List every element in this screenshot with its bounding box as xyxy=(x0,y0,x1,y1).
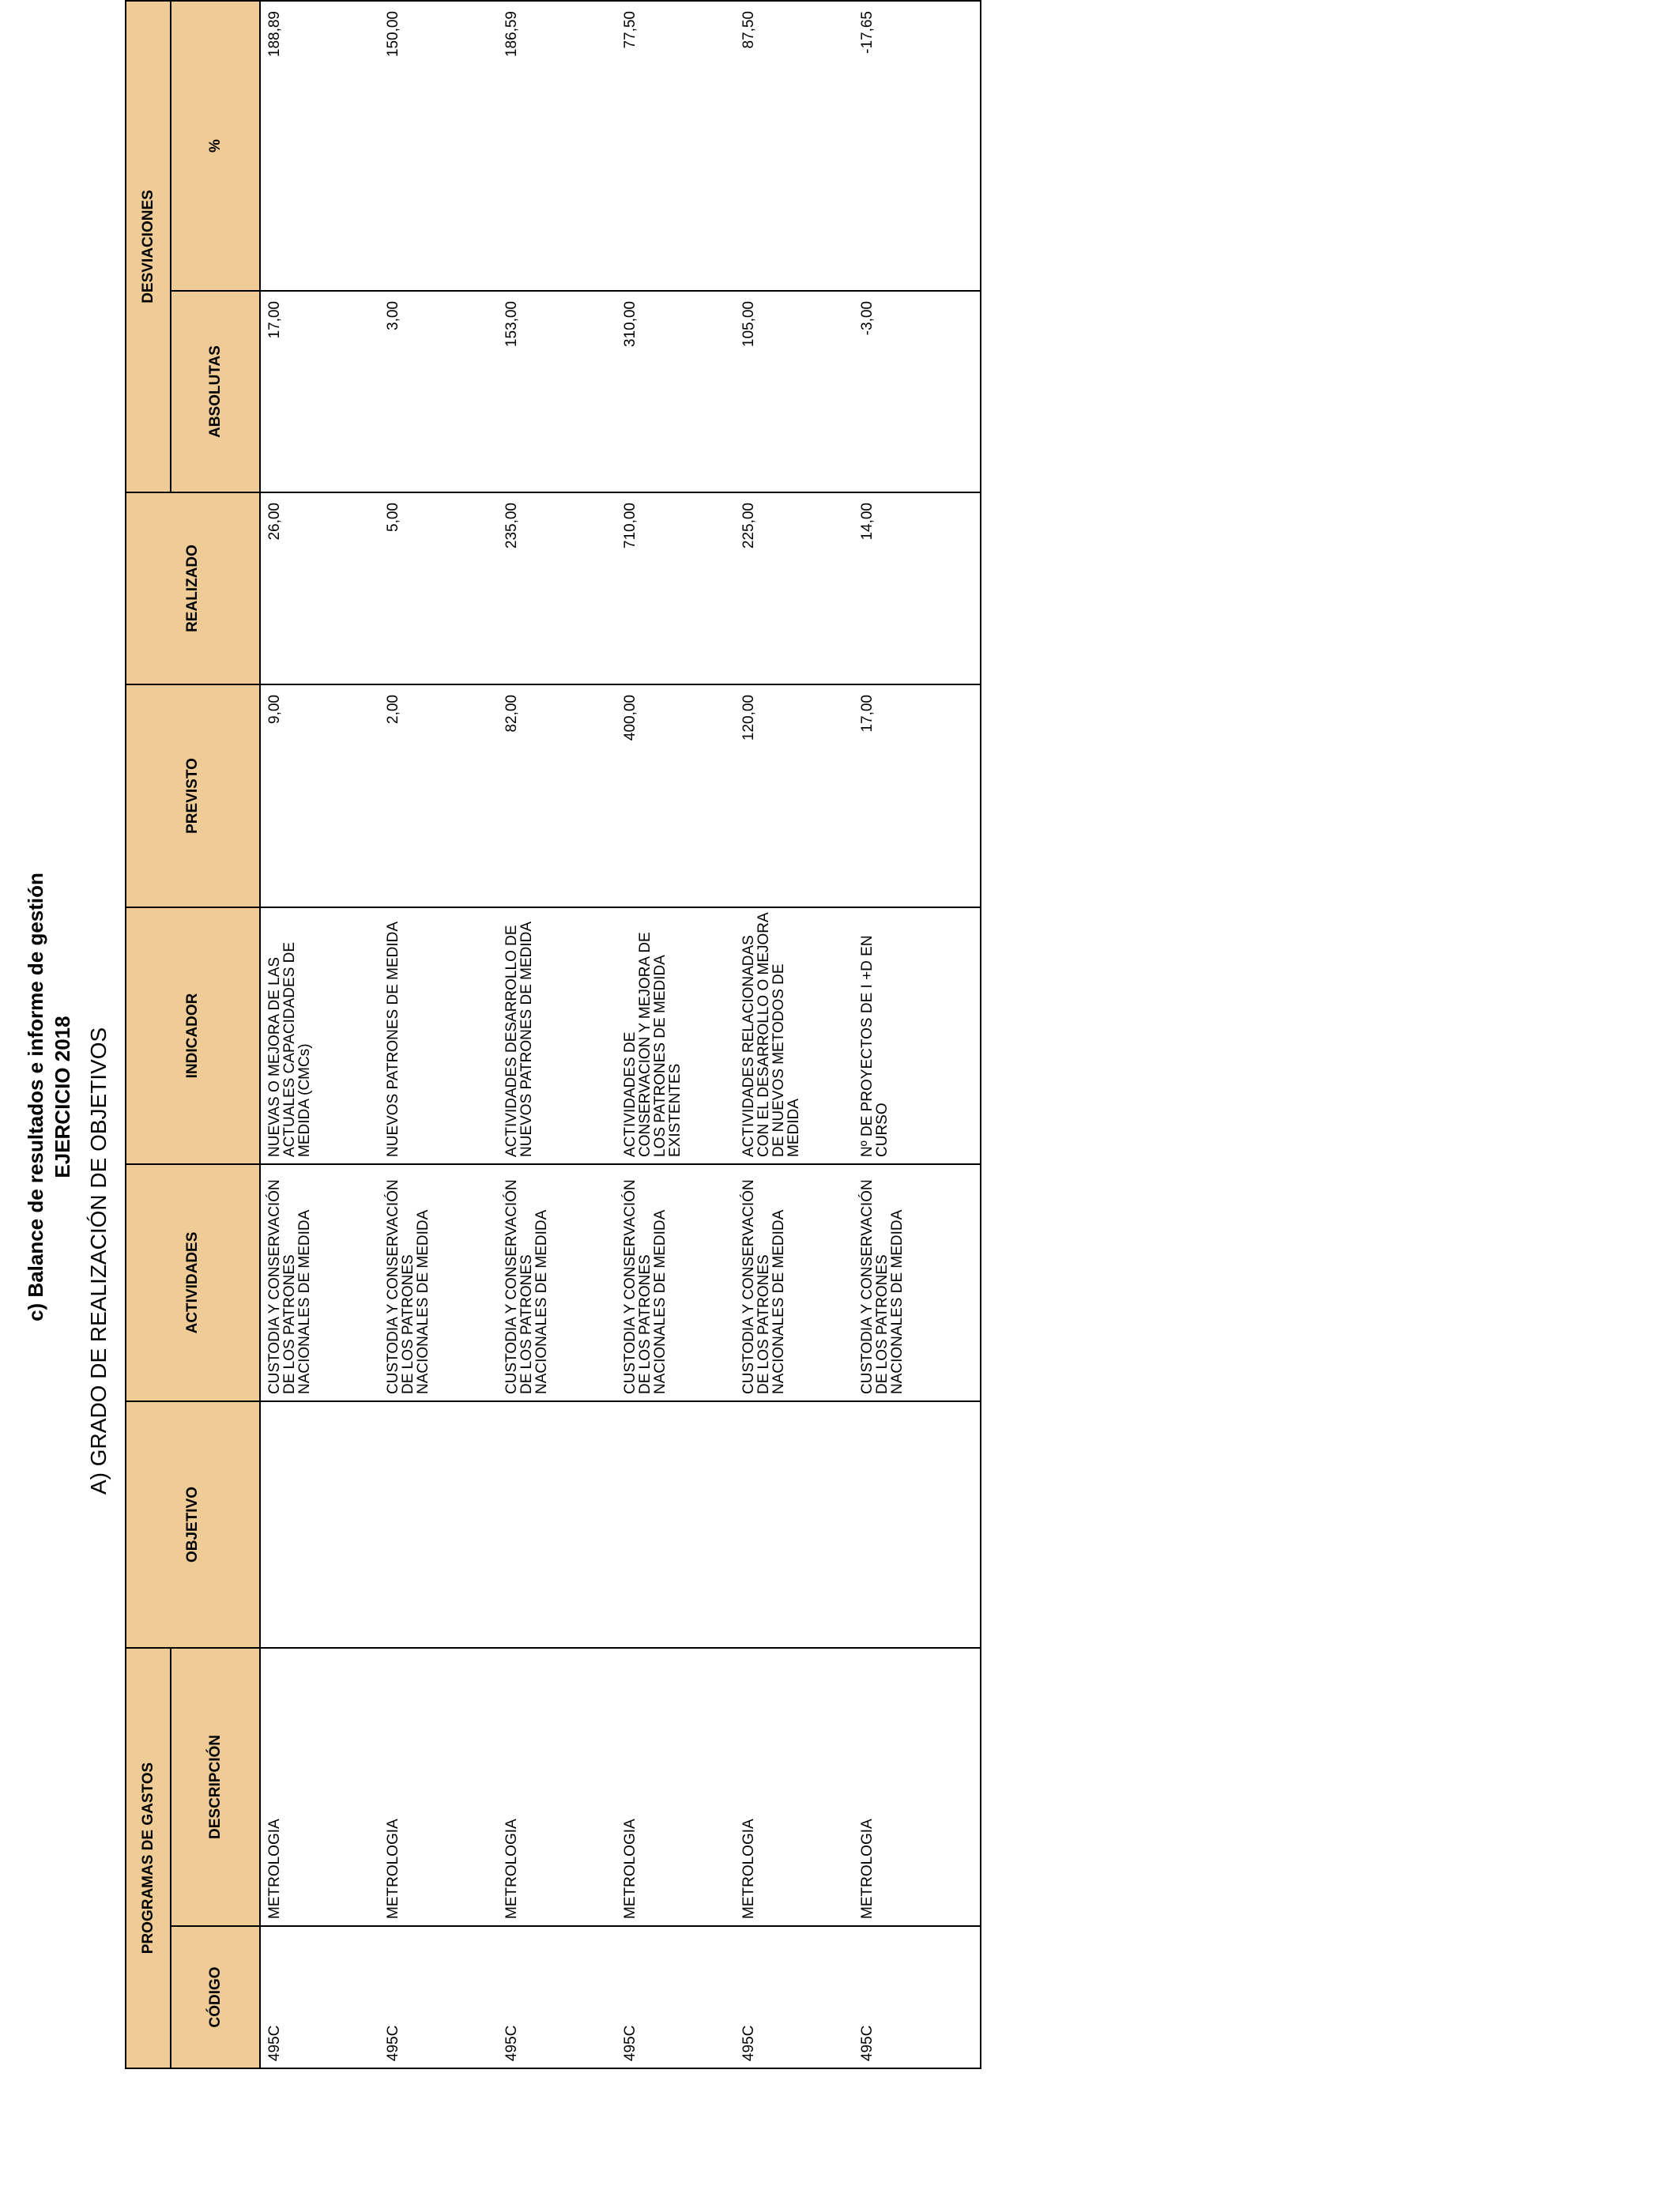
absolutas-cell: 3,00 xyxy=(379,291,498,492)
realizado-cell: 225,00 xyxy=(735,492,853,684)
table-row xyxy=(498,1,616,2068)
indicador-cell: NUEVOS PATRONES DE MEDIDA xyxy=(379,907,498,1164)
table-row xyxy=(735,1,853,2068)
codigo-cell: 495C xyxy=(616,1926,735,2068)
header-objetivo: OBJETIVO xyxy=(126,1401,260,1648)
porcentaje-cell: 186,59 xyxy=(498,1,616,291)
section-title: A) GRADO DE REALIZACIÓN DE OBJETIVOS xyxy=(86,1027,111,1495)
header-desviaciones: DESVIACIONES xyxy=(126,1,171,492)
descripcion-cell: METROLOGIA xyxy=(735,1648,853,1926)
table-row xyxy=(260,1,379,2068)
absolutas-cell: 105,00 xyxy=(735,291,853,492)
actividades-cell: CUSTODIA Y CONSERVACIÓN DE LOS PATRONES NACIONALES DE MEDIDA xyxy=(260,1164,379,1401)
absolutas-cell: 153,00 xyxy=(498,291,616,492)
objetivo-cell xyxy=(616,1401,735,1648)
descripcion-cell: METROLOGIA xyxy=(498,1648,616,1926)
porcentaje-cell: 150,00 xyxy=(379,1,498,291)
indicador-cell: ACTIVIDADES RELACIONADAS CON EL DESARROLLO O MEJORA DE NUEVOS METODOS DE MEDIDA xyxy=(735,907,853,1164)
objectives-table xyxy=(125,0,981,2069)
objetivo-cell xyxy=(853,1401,981,1648)
realizado-cell: 710,00 xyxy=(616,492,735,684)
codigo-cell: 495C xyxy=(379,1926,498,2068)
realizado-cell: 14,00 xyxy=(853,492,981,684)
previsto-cell: 2,00 xyxy=(379,684,498,907)
actividades-cell: CUSTODIA Y CONSERVACIÓN DE LOS PATRONES NACIONALES DE MEDIDA xyxy=(616,1164,735,1401)
codigo-cell: 495C xyxy=(260,1926,379,2068)
porcentaje-cell: 77,50 xyxy=(616,1,735,291)
codigo-cell: 495C xyxy=(735,1926,853,2068)
previsto-cell: 400,00 xyxy=(616,684,735,907)
table-row xyxy=(379,1,498,2068)
codigo-cell: 495C xyxy=(498,1926,616,2068)
table-row xyxy=(853,1,981,2068)
descripcion-cell: METROLOGIA xyxy=(379,1648,498,1926)
report-year: EJERCICIO 2018 xyxy=(51,1016,74,1178)
actividades-cell: CUSTODIA Y CONSERVACIÓN DE LOS PATRONES NACIONALES DE MEDIDA xyxy=(379,1164,498,1401)
realizado-cell: 26,00 xyxy=(260,492,379,684)
indicador-cell: NUEVAS O MEJORA DE LAS ACTUALES CAPACIDADES DE MEDIDA (CMCs) xyxy=(260,907,379,1164)
realizado-cell: 5,00 xyxy=(379,492,498,684)
actividades-cell: CUSTODIA Y CONSERVACIÓN DE LOS PATRONES NACIONALES DE MEDIDA xyxy=(853,1164,981,1401)
absolutas-cell: -3,00 xyxy=(853,291,981,492)
actividades-cell: CUSTODIA Y CONSERVACIÓN DE LOS PATRONES NACIONALES DE MEDIDA xyxy=(498,1164,616,1401)
porcentaje-cell: 188,89 xyxy=(260,1,379,291)
table-row xyxy=(616,1,735,2068)
objetivo-cell xyxy=(379,1401,498,1648)
porcentaje-cell: 87,50 xyxy=(735,1,853,291)
actividades-cell: CUSTODIA Y CONSERVACIÓN DE LOS PATRONES NACIONALES DE MEDIDA xyxy=(735,1164,853,1401)
objetivo-cell xyxy=(498,1401,616,1648)
codigo-cell: 495C xyxy=(853,1926,981,2068)
previsto-cell: 9,00 xyxy=(260,684,379,907)
report-title: c) Balance de resultados e informe de gestión xyxy=(24,873,47,1321)
indicador-cell: ACTIVIDADES DE CONSERVACION Y MEJORA DE LOS PATRONES DE MEDIDA EXISTENTES xyxy=(616,907,735,1164)
previsto-cell: 82,00 xyxy=(498,684,616,907)
previsto-cell: 17,00 xyxy=(853,684,981,907)
header-porcentaje: % xyxy=(171,1,260,291)
previsto-cell: 120,00 xyxy=(735,684,853,907)
descripcion-cell: METROLOGIA xyxy=(616,1648,735,1926)
objetivo-cell xyxy=(735,1401,853,1648)
indicador-cell: Nº DE PROYECTOS DE I +D EN CURSO xyxy=(853,907,981,1164)
header-codigo: CÓDIGO xyxy=(171,1926,260,2068)
header-previsto: PREVISTO xyxy=(126,684,260,907)
absolutas-cell: 17,00 xyxy=(260,291,379,492)
header-indicador: INDICADOR xyxy=(126,907,260,1164)
objetivo-cell xyxy=(260,1401,379,1648)
header-programas-de-gastos: PROGRAMAS DE GASTOS xyxy=(126,1648,171,2068)
descripcion-cell: METROLOGIA xyxy=(260,1648,379,1926)
absolutas-cell: 310,00 xyxy=(616,291,735,492)
descripcion-cell: METROLOGIA xyxy=(853,1648,981,1926)
porcentaje-cell: -17,65 xyxy=(853,1,981,291)
header-descripcion: DESCRIPCIÓN xyxy=(171,1648,260,1926)
realizado-cell: 235,00 xyxy=(498,492,616,684)
header-actividades: ACTIVIDADES xyxy=(126,1164,260,1401)
indicador-cell: ACTIVIDADES DESARROLLO DE NUEVOS PATRONES DE MEDIDA xyxy=(498,907,616,1164)
header-realizado: REALIZADO xyxy=(126,492,260,684)
header-absolutas: ABSOLUTAS xyxy=(171,291,260,492)
